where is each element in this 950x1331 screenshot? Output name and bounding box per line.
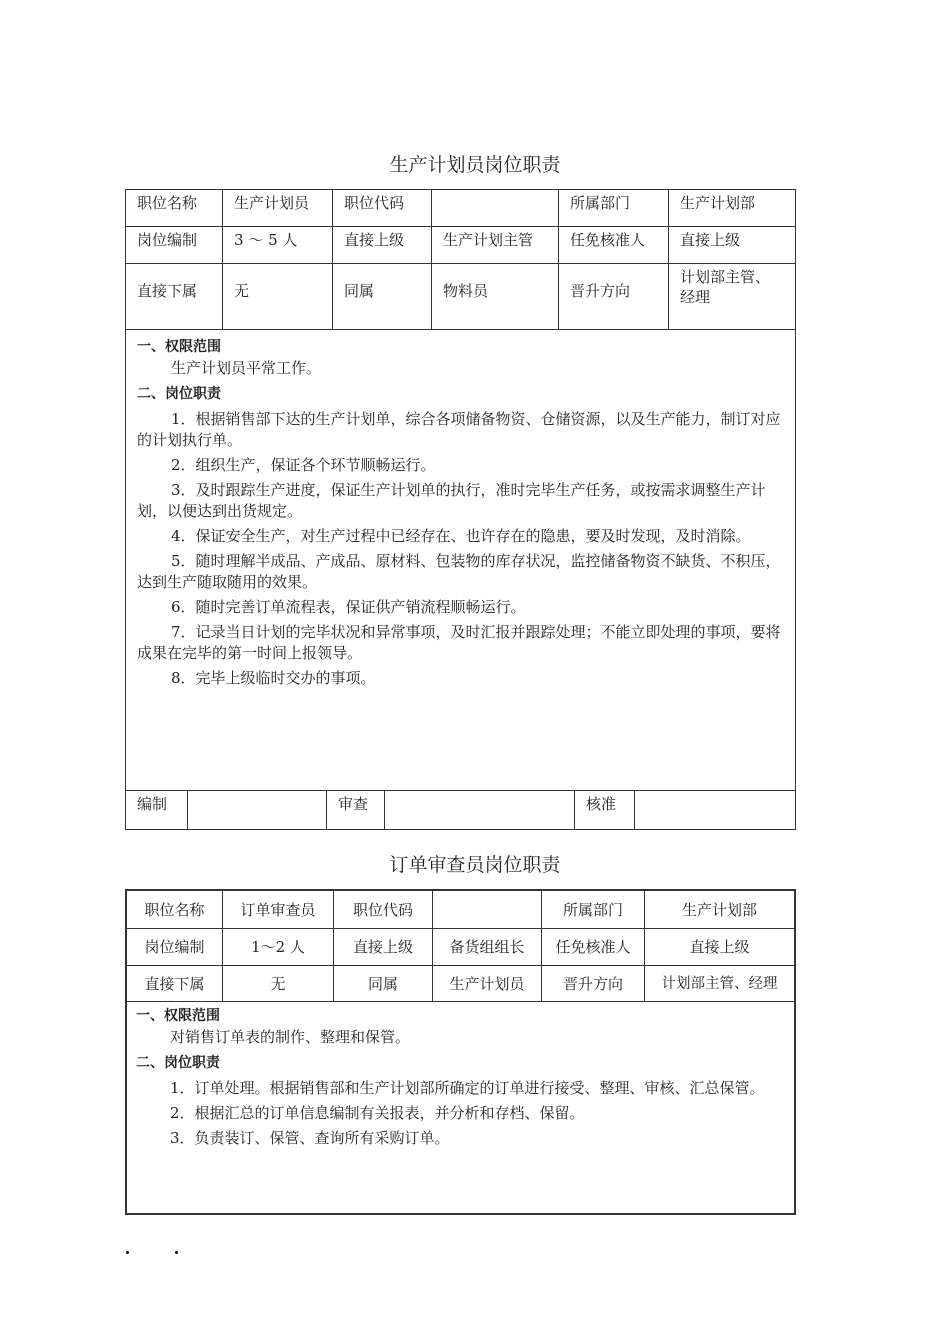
d2-r1-c2: 订单审查员 — [240, 901, 316, 919]
d1-footer-label-1: 编制 — [137, 795, 168, 813]
d2-body — [127, 1005, 794, 1149]
d2-r3-c1: 直接下属 — [144, 975, 205, 993]
d1-footer-value-2 — [385, 791, 574, 830]
d2-r2-c4: 备货组组长 — [449, 938, 525, 956]
d1-r2-c6: 直接上级 — [680, 231, 741, 249]
d2-r3-c2: 无 — [270, 975, 286, 993]
bullet-dot — [126, 1251, 129, 1254]
d1-r1-c1: 职位名称 — [137, 194, 198, 212]
d1-footer-value-3 — [635, 791, 795, 830]
d2-r2-c3: 直接上级 — [352, 938, 413, 956]
d1-body — [126, 336, 794, 689]
d2-r3-c3: 同属 — [367, 975, 398, 993]
d1-footer-value-1 — [188, 791, 326, 830]
d1-section1-text: 生产计划员平常工作。 — [171, 359, 322, 377]
d1-r3-c3: 同属 — [344, 282, 375, 300]
doc2-table — [125, 889, 796, 1215]
d2-r1-c1: 职位名称 — [144, 901, 205, 919]
d2-r2-c1: 岗位编制 — [144, 938, 205, 956]
d2-duty-3: 3．负责装订、保管、查询所有采购订单。 — [170, 1129, 450, 1147]
d1-r1-c4 — [432, 190, 558, 226]
bullet-dot — [175, 1251, 178, 1254]
d1-section2-title: 二、岗位职责 — [137, 386, 221, 402]
d2-section1-title: 一、权限范围 — [136, 1008, 220, 1024]
d1-r3-c6: 计划部主管、经理 — [680, 268, 771, 306]
d1-section1-title: 一、权限范围 — [137, 339, 221, 355]
d2-r3-c4: 生产计划员 — [449, 975, 525, 993]
d1-r1-c6: 生产计划部 — [680, 194, 756, 212]
d1-duty-3: 3．及时跟踪生产进度，保证生产计划单的执行，准时完毕生产任务，或按需求调整生产计划，以便达到出货规定。 — [137, 481, 766, 520]
d1-r1-c5: 所属部门 — [570, 194, 631, 212]
d1-r2-c4: 生产计划主管 — [443, 231, 534, 249]
d1-footer-label-3: 核准 — [586, 795, 617, 813]
d2-r1-c5: 所属部门 — [562, 901, 623, 919]
d1-r3-c5: 晋升方向 — [570, 282, 631, 300]
d1-r3-c2: 无 — [234, 282, 250, 300]
d1-r2-c5: 任免核准人 — [570, 231, 646, 249]
d1-duty-7: 7．记录当日计划的完毕状况和异常事项，及时汇报并跟踪处理；不能立即处理的事项，要将成果在完毕的第一时间上报领导。 — [137, 623, 781, 662]
d2-r1-c6: 生产计划部 — [681, 901, 757, 919]
d1-duty-1: 1．根据销售部下达的生产计划单，综合各项储备物资、仓储资源，以及生产能力，制订对应的计划执行单。 — [137, 410, 781, 449]
d1-footer-label-2: 审查 — [338, 795, 369, 813]
d1-r2-c3: 直接上级 — [344, 231, 405, 249]
d1-r3-c1: 直接下属 — [137, 282, 198, 300]
d1-duty-2: 2．组织生产，保证各个环节顺畅运行。 — [171, 456, 436, 474]
d1-r3-c4: 物料员 — [443, 282, 489, 300]
d2-r2-c2: 1～2 人 — [251, 938, 305, 956]
d1-duty-4: 4．保证安全生产，对生产过程中已经存在、也许存在的隐患，要及时发现，及时消除。 — [171, 527, 751, 545]
d1-duty-8: 8．完毕上级临时交办的事项。 — [171, 669, 376, 687]
d1-r2-c2: 3 ～ 5 人 — [234, 231, 298, 249]
d2-r2-c6: 直接上级 — [689, 938, 750, 956]
d1-duty-6: 6．随时完善订单流程表，保证供产销流程顺畅运行。 — [171, 598, 526, 616]
doc1-title: 生产计划员岗位职责 — [389, 154, 561, 176]
d2-section1-text: 对销售订单表的制作、整理和保管。 — [170, 1028, 411, 1046]
doc2-title: 订单审查员岗位职责 — [389, 854, 561, 876]
d2-r1-c3: 职位代码 — [352, 901, 413, 919]
d2-r3-c5: 晋升方向 — [562, 975, 623, 993]
d2-section2-title: 二、岗位职责 — [136, 1055, 220, 1071]
doc1-table — [125, 189, 796, 830]
d1-r1-c3: 职位代码 — [344, 194, 405, 212]
d2-duty-2: 2．根据汇总的订单信息编制有关报表，并分析和存档、保留。 — [170, 1104, 585, 1122]
d1-duty-5: 5．随时理解半成品、产成品、原材料、包装物的库存状况，监控储备物资不缺货、不积压，达到生产随取随用的效果。 — [137, 552, 781, 591]
d2-r3-c6: 计划部主管、经理 — [661, 976, 778, 992]
d2-duty-1: 1．订单处理。根据销售部和生产计划部所确定的订单进行接受、整理、审核、汇总保管。 — [170, 1079, 765, 1097]
d2-r2-c5: 任免核准人 — [555, 938, 631, 956]
d1-r2-c1: 岗位编制 — [137, 231, 198, 249]
d1-r1-c2: 生产计划员 — [234, 194, 310, 212]
